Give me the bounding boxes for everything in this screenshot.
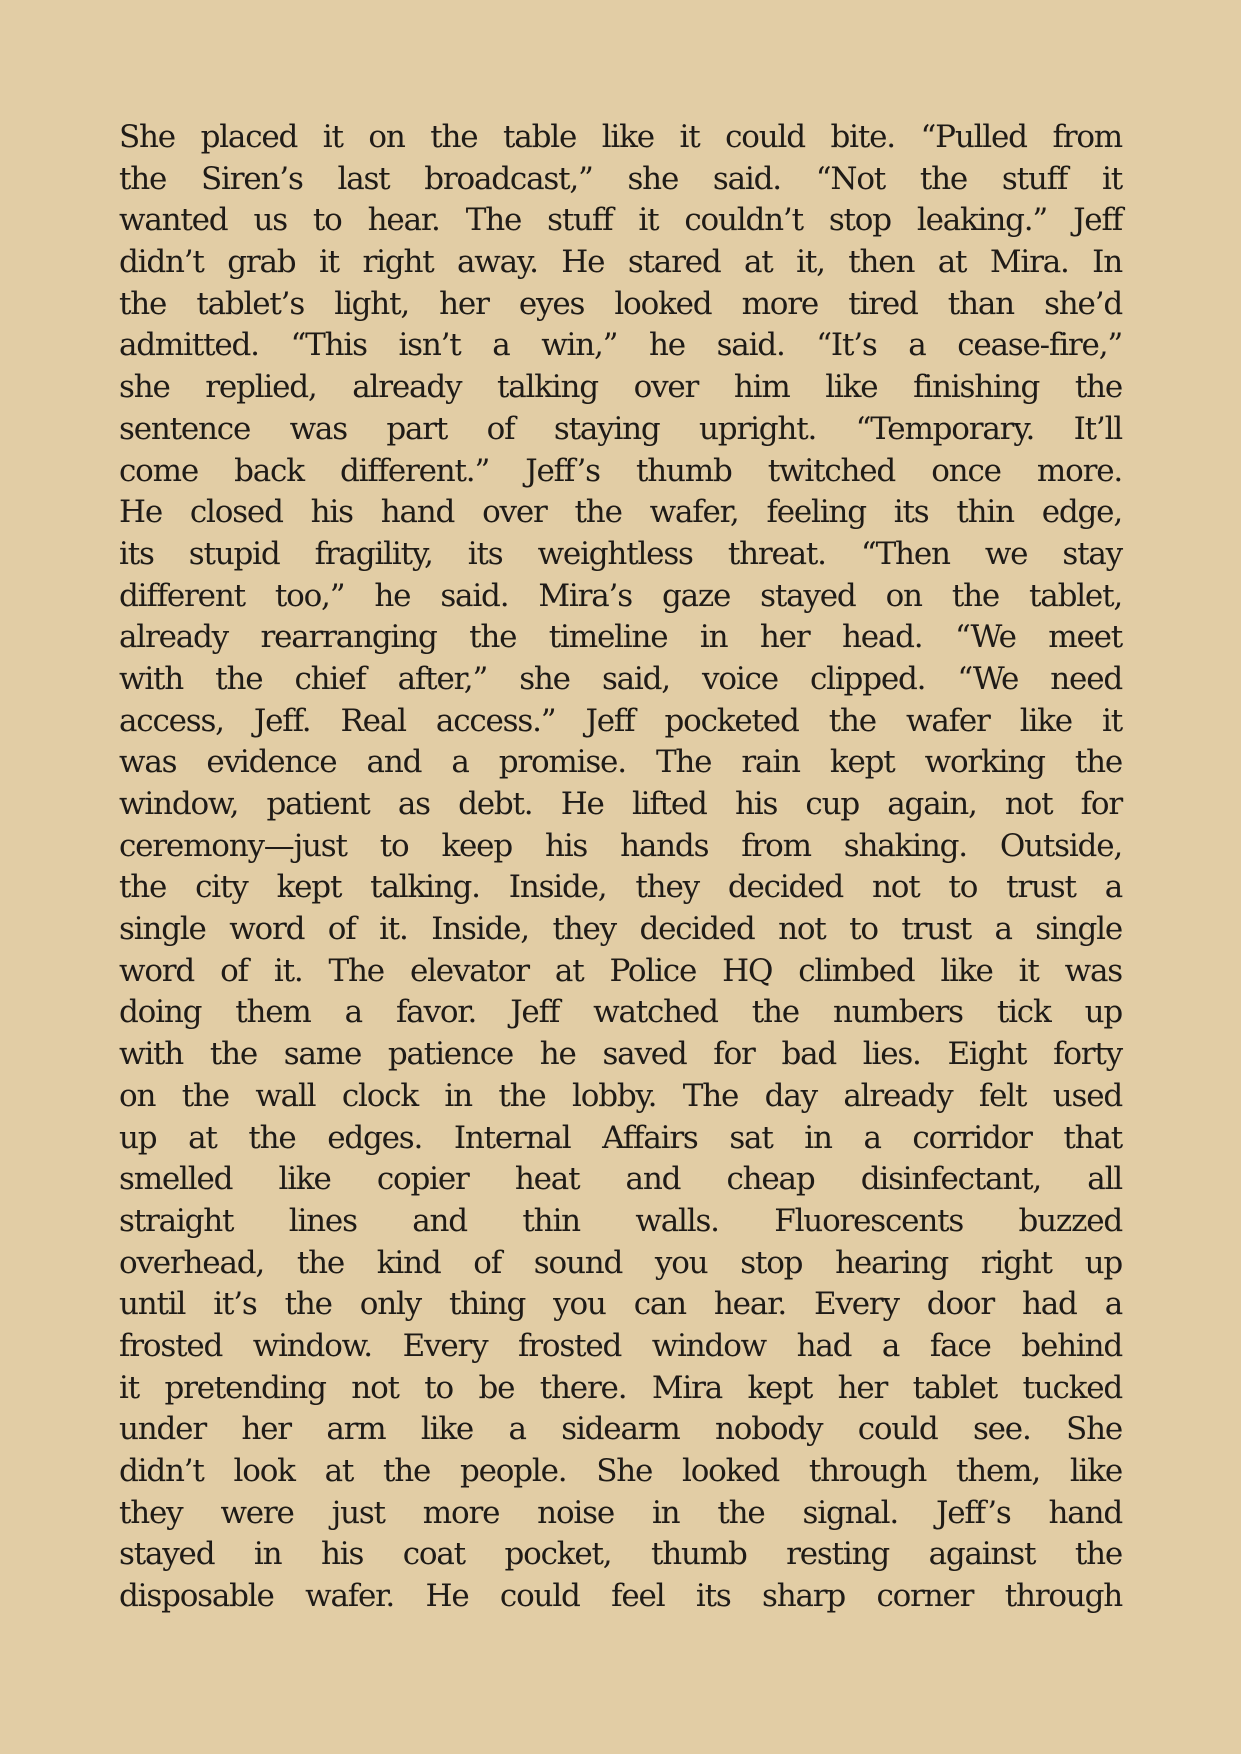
text-line: wanted us to hear. The stuff it couldn’t stop leaking.” Jeff [119, 202, 1122, 239]
text-line: with the chief after,” she said, voice clipped. “We need [119, 660, 1122, 697]
text-line: frosted window. Every frosted window had a face behind [119, 1327, 1122, 1364]
text-line: smelled like copier heat and cheap disinfectant, all [119, 1161, 1122, 1198]
text-line: under her arm like a sidearm nobody could see. She [119, 1411, 1122, 1448]
text-line: sentence was part of staying upright. “Temporary. It’ll [119, 410, 1122, 447]
text-line: window, patient as debt. He lifted his cup again, not for [119, 786, 1122, 822]
text-line: it pretending not to be there. Mira kept her tablet tucked [119, 1369, 1122, 1406]
text-line: the city kept talking. Inside, they decided not to trust a [119, 869, 1122, 906]
text-line: disposable wafer. He could feel its sharp corner through [119, 1578, 1122, 1615]
text-line: the Siren’s last broadcast,” she said. “Not the stuff it [119, 160, 1122, 197]
text-line: they were just more noise in the signal. Jeff’s hand [119, 1494, 1122, 1531]
text-line: was evidence and a promise. The rain kept working the [119, 744, 1122, 781]
text-line: stayed in his coat pocket, thumb resting against the [119, 1536, 1122, 1573]
text-line: He closed his hand over the wafer, feeling its thin edge, [119, 494, 1122, 531]
text-line: different too,” he said. Mira’s gaze stayed on the tablet, [119, 577, 1122, 614]
text-line: already rearranging the timeline in her head. “We meet [119, 619, 1122, 656]
text-line: access, Jeff. Real access.” Jeff pocketed the wafer like it [119, 702, 1122, 739]
text-line: until it’s the only thing you can hear. Every door had a [119, 1286, 1122, 1323]
text-line: didn’t look at the people. She looked through them, like [119, 1453, 1122, 1489]
text-line: word of it. The elevator at Police HQ climbed like it was [119, 952, 1122, 989]
text-line: its stupid fragility, its weightless threat. “Then we stay [119, 535, 1122, 572]
text-line: come back different.” Jeff’s thumb twitched once more. [119, 452, 1122, 489]
text-line: doing them a favor. Jeff watched the numbers tick up [119, 994, 1122, 1031]
text-line: she replied, already talking over him like finishing the [119, 369, 1122, 406]
text-line: the tablet’s light, her eyes looked more tired than she’d [119, 285, 1122, 322]
text-line: overhead, the kind of sound you stop hearing right up [119, 1244, 1122, 1281]
text-line: ceremony—just to keep his hands from shaking. Outside, [119, 827, 1122, 864]
text-line: on the wall clock in the lobby. The day already felt used [119, 1077, 1122, 1114]
text-line: up at the edges. Internal Affairs sat in a corridor that [119, 1119, 1122, 1156]
text-line: didn’t grab it right away. He stared at it, then at Mira. In [119, 244, 1122, 281]
text-line: straight lines and thin walls. Fluorescents buzzed [119, 1202, 1122, 1239]
text-line: She placed it on the table like it could bite. “Pulled from [119, 119, 1122, 155]
text-line: single word of it. Inside, they decided not to trust a single [119, 911, 1122, 948]
text-line: admitted. “This isn’t a win,” he said. “It’s a cease-fire,” [119, 327, 1122, 364]
text-line: with the same patience he saved for bad lies. Eight forty [119, 1036, 1122, 1073]
body-text [119, 117, 1122, 1618]
